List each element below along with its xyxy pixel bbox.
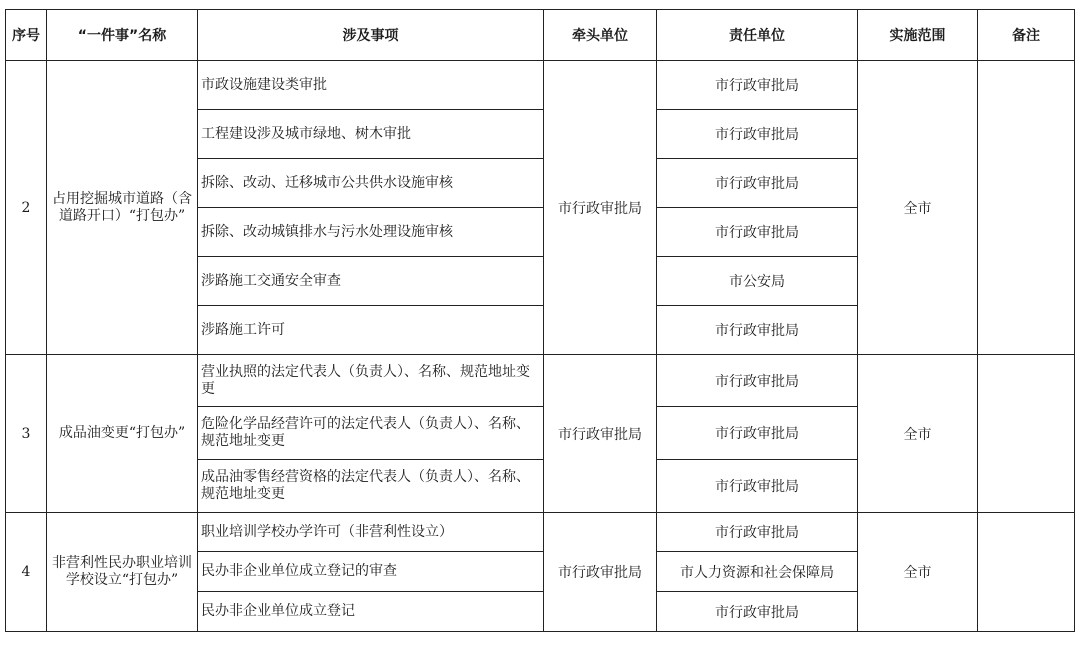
resp-unit: 市行政审批局: [657, 110, 858, 159]
item-cell: 拆除、改动城镇排水与污水处理设施审核: [198, 208, 544, 257]
header-resp: 责任单位: [657, 10, 858, 61]
note-cell: [978, 513, 1075, 632]
header-row: [6, 10, 1075, 61]
resp-unit: 市人力资源和社会保障局: [657, 552, 858, 592]
resp-unit: 市行政审批局: [657, 513, 858, 552]
matters-table: [5, 9, 1075, 632]
resp-unit: 市行政审批局: [657, 460, 858, 513]
group-name: 占用挖掘城市道路（含道路开口）“打包办”: [47, 61, 198, 355]
header-scope: 实施范围: [858, 10, 978, 61]
item-cell: 民办非企业单位成立登记的审查: [198, 552, 544, 592]
header-lead: 牵头单位: [544, 10, 657, 61]
resp-unit: 市行政审批局: [657, 407, 858, 460]
group-seq: 2: [6, 61, 47, 355]
table-row: [6, 513, 1075, 552]
note-cell: [978, 355, 1075, 513]
header-name: “一件事”名称: [47, 10, 198, 61]
note-cell: [978, 61, 1075, 355]
lead-unit: 市行政审批局: [544, 355, 657, 513]
item-cell: 营业执照的法定代表人（负责人）、名称、规范地址变更: [198, 355, 544, 407]
group-name: 非营利性民办职业培训学校设立“打包办”: [47, 513, 198, 632]
table-row: [6, 61, 1075, 110]
lead-unit: 市行政审批局: [544, 61, 657, 355]
item-cell: 民办非企业单位成立登记: [198, 592, 544, 632]
item-cell: 涉路施工许可: [198, 306, 544, 355]
resp-unit: 市公安局: [657, 257, 858, 306]
header-seq: 序号: [6, 10, 47, 61]
resp-unit: 市行政审批局: [657, 355, 858, 407]
group-seq: 3: [6, 355, 47, 513]
resp-unit: 市行政审批局: [657, 159, 858, 208]
item-cell: 工程建设涉及城市绿地、树木审批: [198, 110, 544, 159]
group-name: 成品油变更“打包办”: [47, 355, 198, 513]
item-cell: 拆除、改动、迁移城市公共供水设施审核: [198, 159, 544, 208]
item-cell: 市政设施建设类审批: [198, 61, 544, 110]
scope-cell: 全市: [858, 355, 978, 513]
scope-cell: 全市: [858, 513, 978, 632]
scope-cell: 全市: [858, 61, 978, 355]
group-seq: 4: [6, 513, 47, 632]
item-cell: 涉路施工交通安全审查: [198, 257, 544, 306]
resp-unit: 市行政审批局: [657, 208, 858, 257]
header-note: 备注: [978, 10, 1075, 61]
header-items: 涉及事项: [198, 10, 544, 61]
item-cell: 职业培训学校办学许可（非营利性设立）: [198, 513, 544, 552]
table-row: [6, 355, 1075, 407]
item-cell: 危险化学品经营许可的法定代表人（负责人）、名称、规范地址变更: [198, 407, 544, 460]
item-cell: 成品油零售经营资格的法定代表人（负责人）、名称、规范地址变更: [198, 460, 544, 513]
resp-unit: 市行政审批局: [657, 61, 858, 110]
resp-unit: 市行政审批局: [657, 306, 858, 355]
lead-unit: 市行政审批局: [544, 513, 657, 632]
resp-unit: 市行政审批局: [657, 592, 858, 632]
